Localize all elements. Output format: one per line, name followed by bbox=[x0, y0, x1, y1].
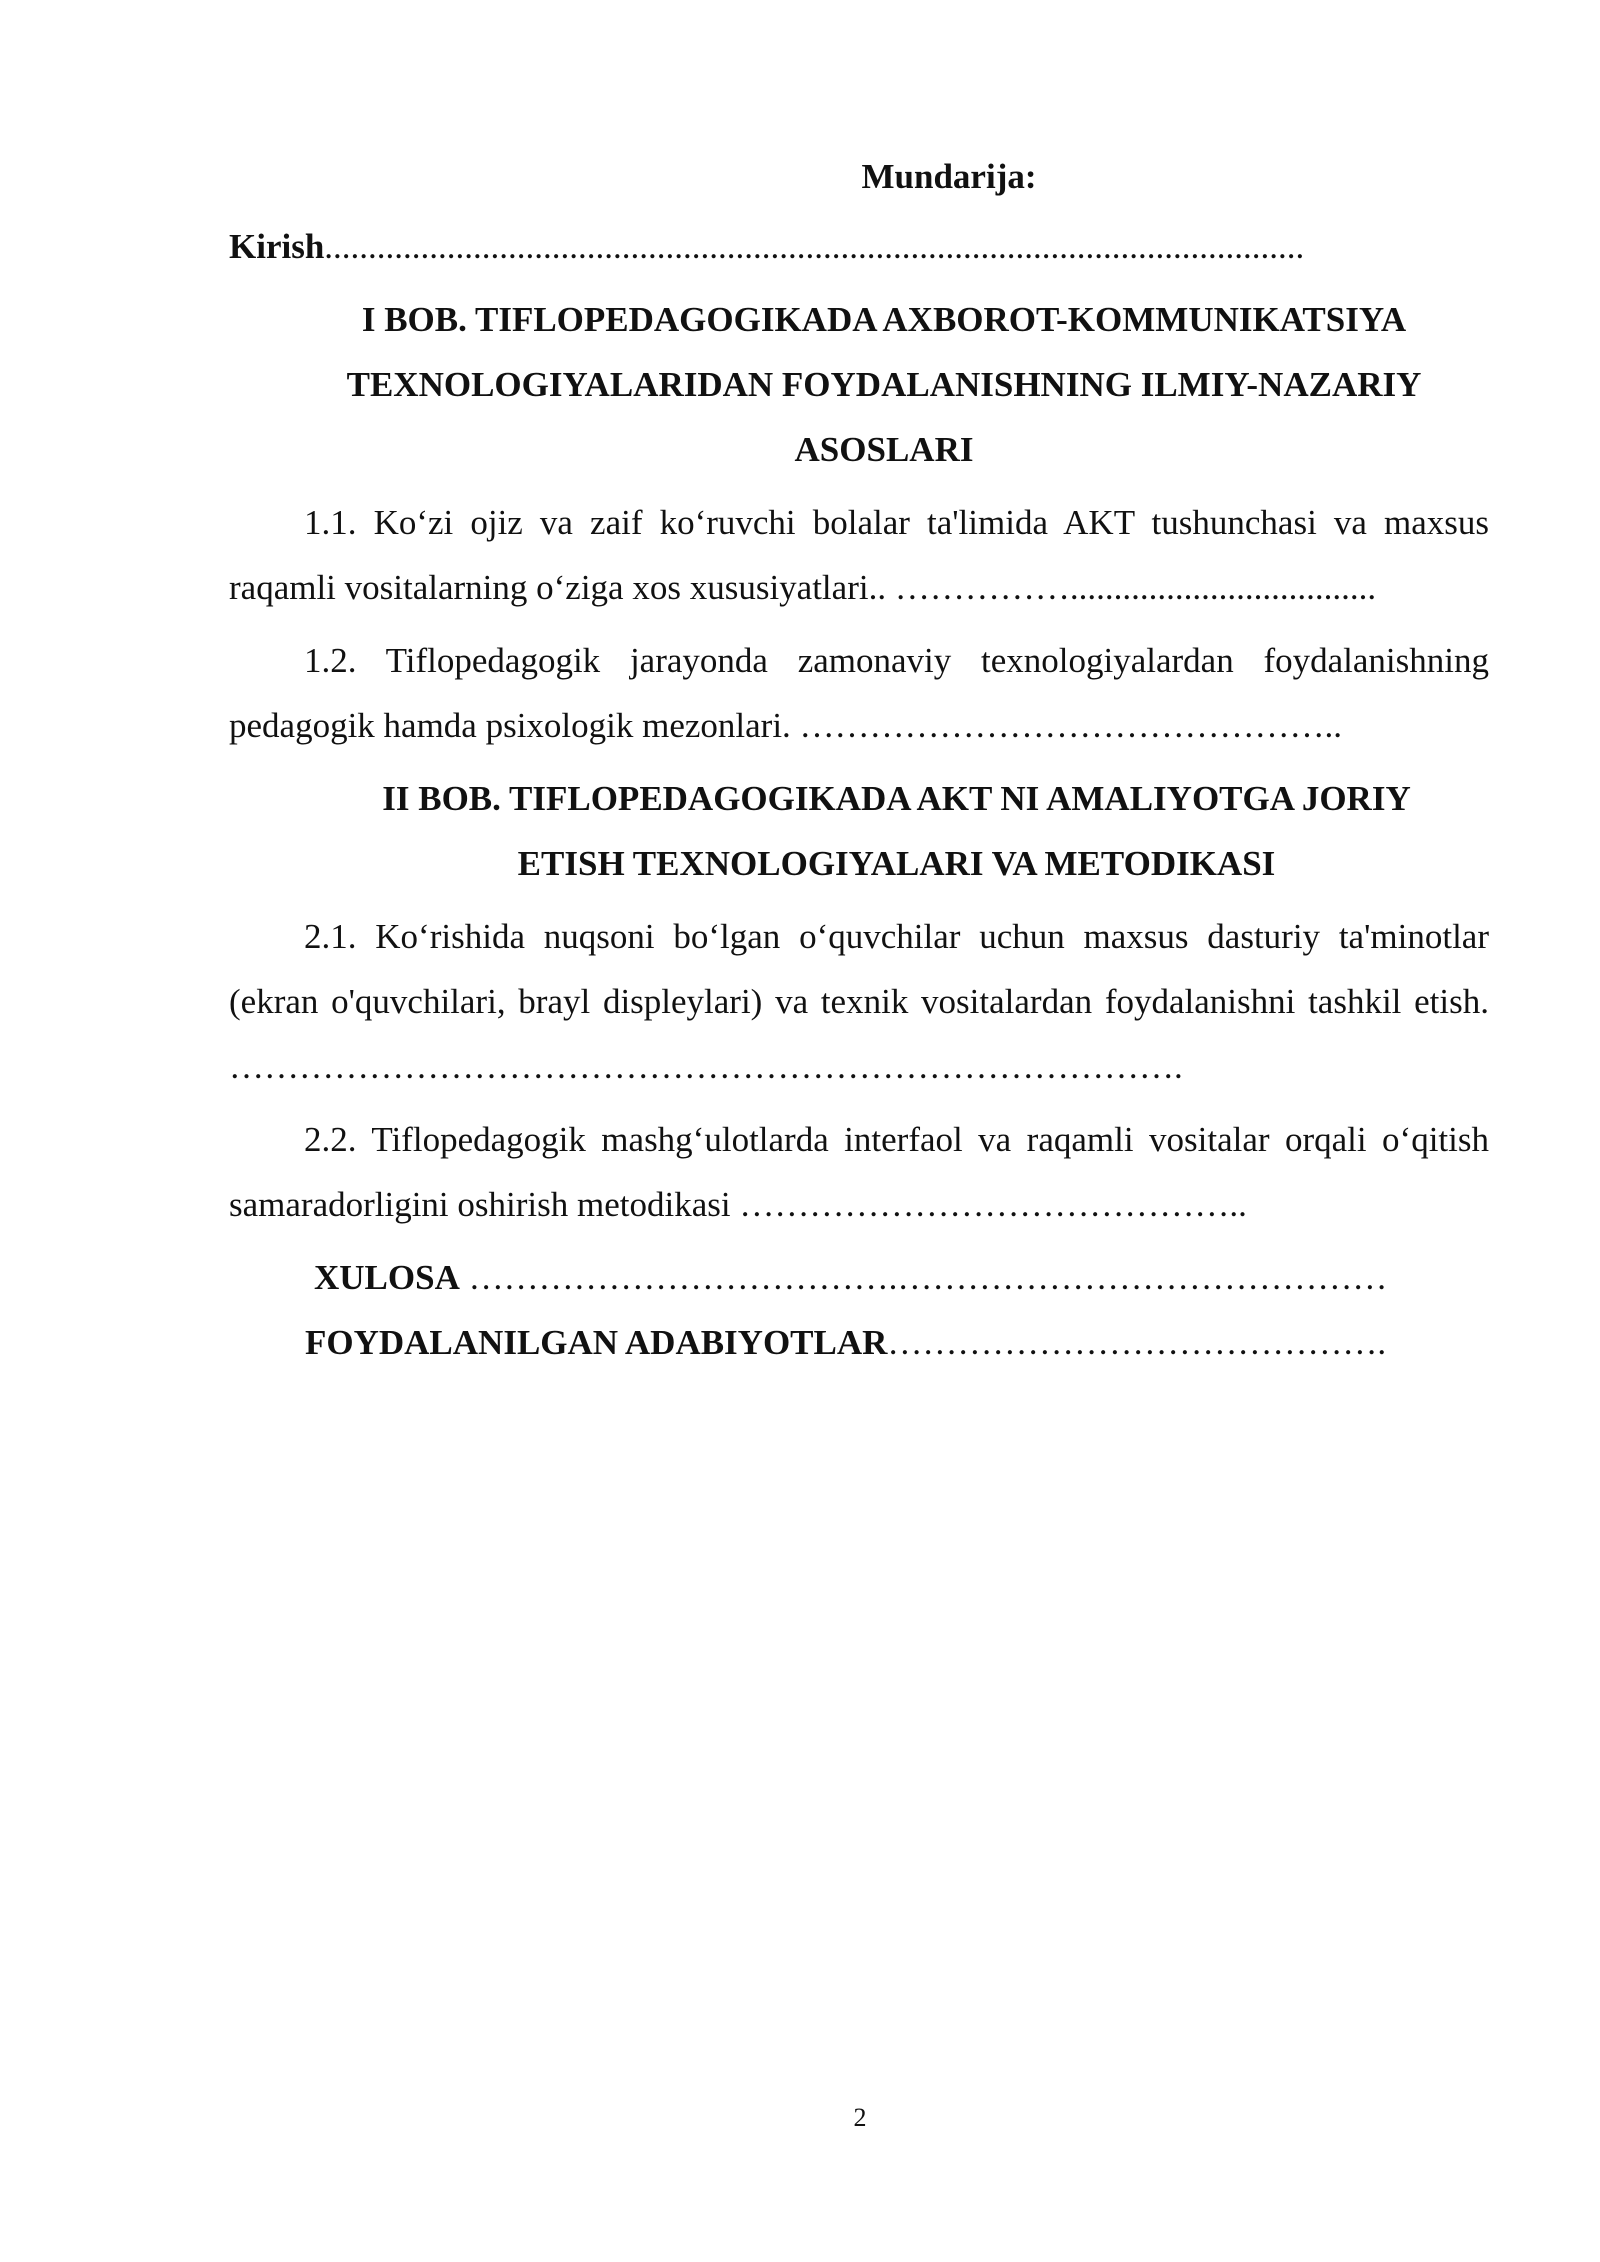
toc-entry-2-1: 2.1. Ko‘rishida nuqsoni bo‘lgan o‘quvchilar uchun maxsus dasturiy ta'minotlar (ekran o'quvchilari, brayl displeylari) va texnik vositalardan foydalanishni tashkil etish. ………………………………………………………………………. bbox=[229, 917, 1489, 1086]
toc-entry-label: Kirish bbox=[229, 227, 325, 266]
toc-entry-kirish bbox=[229, 214, 1489, 279]
toc-leader-dots: ……………………………….…………………………………… bbox=[459, 1258, 1388, 1297]
toc-title: Mundarija: bbox=[861, 157, 1037, 196]
toc-leader-dots: ................................................................................................................ bbox=[324, 227, 1305, 266]
toc-entry-label: FOYDALANILGAN ADABIYOTLAR bbox=[305, 1323, 888, 1362]
toc-entry-adabiyotlar bbox=[229, 1310, 1489, 1375]
chapter-1-heading bbox=[229, 287, 1489, 482]
toc-leader-dots: ……………………………………. bbox=[887, 1323, 1387, 1362]
chapter-1-line-1: I BOB. TIFLOPEDAGOGIKADA AXBOROT-KOMMUNIKATSIYA bbox=[361, 300, 1407, 339]
toc-entry-1-1: 1.1. Ko‘zi ojiz va zaif ko‘ruvchi bolalar ta'limida AKT tushunchasi va maxsus raqamli vositalarning o‘ziga xos xususiyatlari.. ……………................................... bbox=[229, 503, 1489, 607]
table-of-contents bbox=[229, 150, 1489, 1375]
toc-entry-xulosa bbox=[229, 1245, 1489, 1310]
chapter-1-line-3: ASOSLARI bbox=[794, 430, 974, 469]
chapter-2-line-2: ETISH TEXNOLOGIYALARI VA METODIKASI bbox=[517, 844, 1276, 883]
toc-entry-1-2: 1.2. Tiflopedagogik jarayonda zamonaviy texnologiyalardan foydalanishning pedagogik hamda psixologik mezonlari. ……………………………………….. bbox=[229, 641, 1489, 745]
page-number: 2 bbox=[853, 2103, 867, 2132]
chapter-1-line-2: TEXNOLOGIYALARIDAN FOYDALANISHNING ILMIY-NAZARIY bbox=[346, 365, 1422, 404]
toc-entry-2-2: 2.2. Tiflopedagogik mashg‘ulotlarda interfaol va raqamli vositalar orqali o‘qitish samaradorligini oshirish metodikasi …………………………………….. bbox=[229, 1120, 1489, 1224]
chapter-2-heading bbox=[229, 766, 1489, 896]
chapter-2-line-1: II BOB. TIFLOPEDAGOGIKADA AKT NI AMALIYOTGA JORIY bbox=[382, 779, 1411, 818]
toc-entry-label: XULOSA bbox=[314, 1258, 460, 1297]
